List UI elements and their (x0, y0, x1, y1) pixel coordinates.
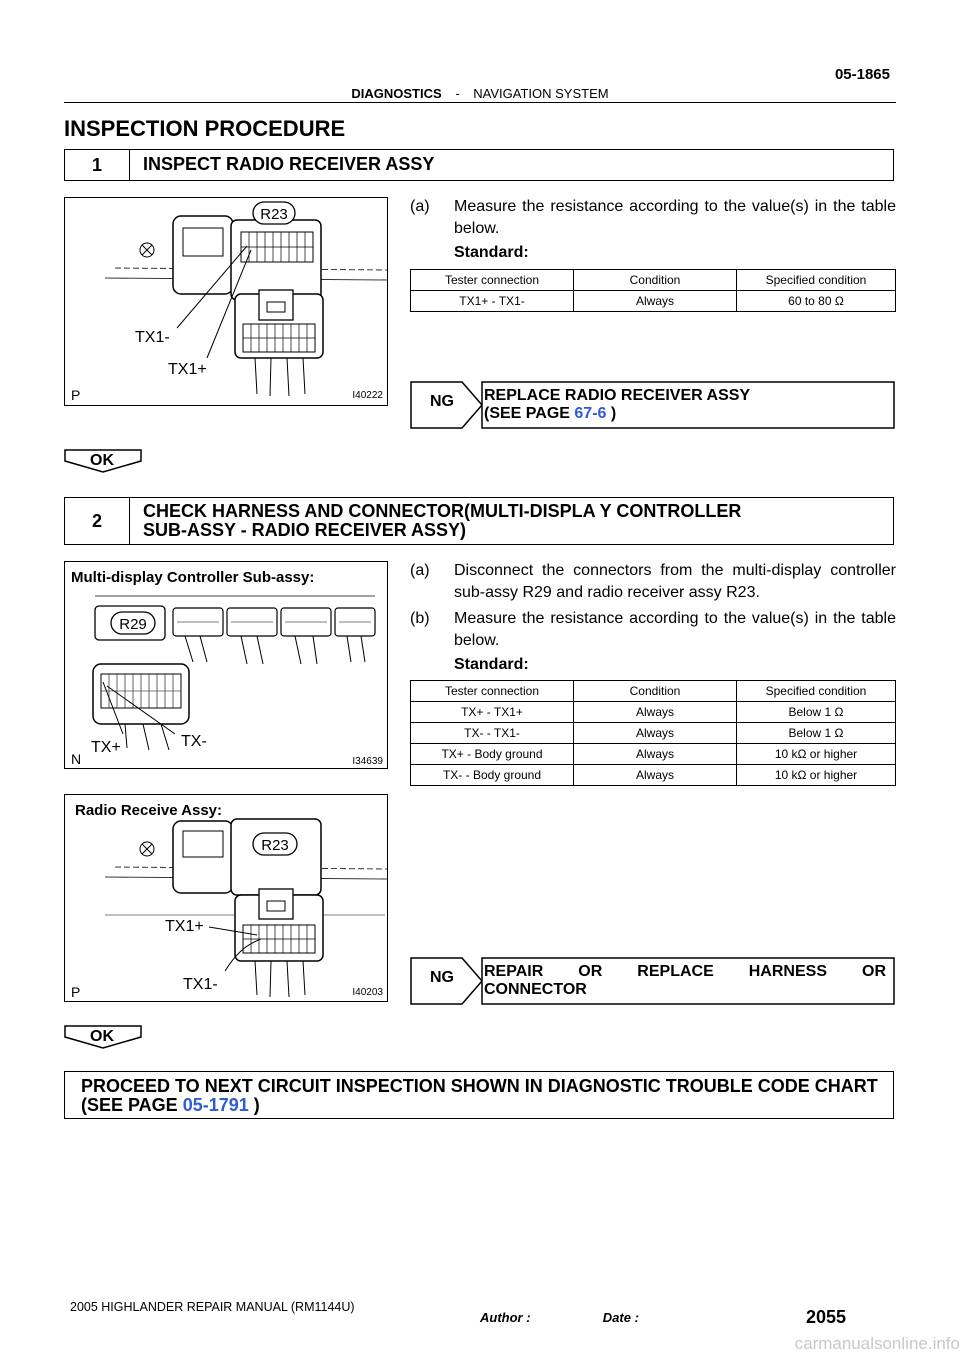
connector-illustration (65, 795, 387, 1001)
figure-caption: Multi-display Controller Sub-assy: (71, 569, 315, 586)
page-number: 05-1865 (834, 66, 890, 83)
ng-action-line1: REPAIR OR REPLACE HARNESS OR (484, 963, 886, 980)
pin-label-tx-minus: TX- (181, 733, 207, 750)
step-heading-line1: CHECK HARNESS AND CONNECTOR(MULTI-DISPLA Y CONTROLLER (143, 501, 742, 521)
instruction-text: Measure the resistance according to the value(s) in the table below. (454, 198, 896, 237)
figure-id: I40222 (352, 390, 383, 401)
table-cell: TX+ - Body ground (411, 744, 574, 765)
ok-label: OK (90, 1028, 114, 1045)
connector-label: R23 (261, 837, 289, 854)
standard-label: Standard: (454, 244, 529, 261)
instruction-label: (a) (410, 198, 430, 215)
ng-action-line2 (484, 405, 886, 423)
table-row (411, 765, 896, 786)
pin-label-tx1-plus: TX1+ (168, 361, 207, 378)
see-page-suffix: ) (606, 405, 617, 422)
ng-action (484, 387, 886, 423)
see-page-prefix: (SEE PAGE (81, 1095, 183, 1115)
standard-label: Standard: (454, 656, 529, 673)
pin-label-tx-plus: TX+ (91, 739, 121, 756)
figure-radio-receiver-1 (64, 197, 388, 406)
final-line1: PROCEED TO NEXT CIRCUIT INSPECTION SHOWN IN DIAGNOSTIC TROUBLE CODE CHART (81, 1076, 878, 1096)
ok-label: OK (90, 452, 114, 469)
page-link-05-1791[interactable]: 05-1791 (182, 1095, 249, 1115)
table-cell: 10 kΩ or higher (737, 765, 896, 786)
instruction-text: Disconnect the connectors from the multi-display controller sub-assy R29 and radio receiver assy R23. (454, 562, 896, 601)
table-cell: 60 to 80 Ω (737, 291, 896, 312)
table-header: Specified condition (737, 270, 896, 291)
step2-ok-result (64, 1025, 144, 1047)
table-row (411, 702, 896, 723)
figure-id: I40203 (352, 987, 383, 998)
step-heading: INSPECT RADIO RECEIVER ASSY (143, 154, 435, 174)
step1-instruction (410, 196, 896, 264)
table-cell: 10 kΩ or higher (737, 744, 896, 765)
instruction-label: (b) (410, 610, 430, 627)
table-header: Condition (574, 681, 737, 702)
table-cell: TX- - TX1- (411, 723, 574, 744)
step1-ok-result (64, 449, 144, 471)
step2-instruction-a (410, 560, 896, 604)
author-date: Author : Date : (480, 1310, 639, 1325)
final-action-text (81, 1077, 885, 1115)
table-header: Tester connection (411, 681, 574, 702)
connector-illustration (65, 562, 387, 768)
figure-id: I34639 (352, 756, 383, 767)
instruction-label: (a) (410, 562, 430, 579)
instruction-text: Measure the resistance according to the value(s) in the table below. (454, 610, 896, 649)
step-1-header (64, 149, 894, 181)
header-subsection: NAVIGATION SYSTEM (473, 86, 609, 101)
table-cell: Always (574, 291, 737, 312)
step2-spec-table (410, 680, 896, 786)
pin-label-tx1-minus: TX1- (135, 329, 170, 346)
table-row (411, 723, 896, 744)
table-cell: Below 1 Ω (737, 702, 896, 723)
table-cell: TX1+ - TX1- (411, 291, 574, 312)
step-heading (143, 502, 885, 540)
figure-corner-letter: P (71, 387, 81, 403)
figure-corner-letter: N (71, 751, 82, 767)
pin-label-tx1-plus: TX1+ (165, 918, 204, 935)
figure-caption: Radio Receive Assy: (75, 802, 223, 819)
connector-label: R23 (260, 206, 288, 223)
ng-label: NG (430, 969, 454, 986)
connector-label: R29 (119, 616, 147, 633)
table-header: Condition (574, 270, 737, 291)
table-cell: Always (574, 723, 737, 744)
table-cell: Always (574, 702, 737, 723)
step2-ng-result (410, 957, 896, 1005)
header-rule (64, 102, 896, 103)
table-cell: Below 1 Ω (737, 723, 896, 744)
running-header (0, 86, 960, 101)
final-action-box (64, 1071, 894, 1119)
manual-title: 2005 HIGHLANDER REPAIR MANUAL (RM1144U) (70, 1300, 355, 1314)
step2-instruction-b (410, 608, 896, 676)
page-link-67-6[interactable]: 67-6 (574, 405, 607, 422)
table-cell: Always (574, 765, 737, 786)
step1-ng-result (410, 381, 896, 429)
table-header: Specified condition (737, 681, 896, 702)
see-page-prefix: (SEE PAGE (484, 405, 575, 422)
header-separator: - (455, 86, 460, 101)
figure-multi-display-controller (64, 561, 388, 769)
step-number: 1 (65, 150, 130, 180)
header-section: DIAGNOSTICS (351, 86, 442, 101)
step1-spec-table (410, 269, 896, 312)
step-number: 2 (65, 498, 130, 544)
figure-corner-letter: P (71, 984, 81, 1000)
table-cell: TX+ - TX1+ (411, 702, 574, 723)
table-row (411, 291, 896, 312)
table-cell: TX- - Body ground (411, 765, 574, 786)
figure-radio-receiver-2 (64, 794, 388, 1002)
ng-label: NG (430, 393, 454, 410)
table-header: Tester connection (411, 270, 574, 291)
ng-action-line2: CONNECTOR (484, 981, 587, 998)
footer-page-number: 2055 (806, 1307, 847, 1327)
step-heading-line2: SUB-ASSY - RADIO RECEIVER ASSY) (143, 520, 467, 540)
watermark: carmanualsonline.info (794, 1334, 960, 1353)
ng-action-line1: REPLACE RADIO RECEIVER ASSY (484, 387, 751, 404)
step-2-header (64, 497, 894, 545)
page-title: INSPECTION PROCEDURE (64, 116, 346, 141)
table-cell: Always (574, 744, 737, 765)
pin-label-tx1-minus: TX1- (183, 976, 218, 993)
final-line2 (81, 1096, 885, 1115)
ng-action (484, 963, 886, 999)
connector-illustration (65, 198, 387, 404)
table-row (411, 744, 896, 765)
see-page-suffix: ) (248, 1095, 260, 1115)
